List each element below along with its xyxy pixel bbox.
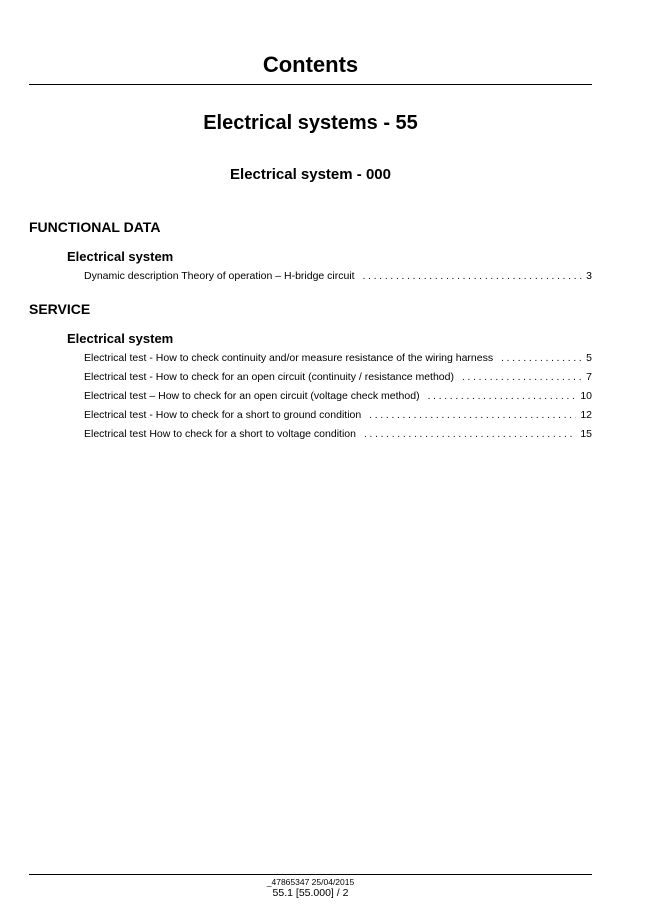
toc-list [29, 267, 592, 286]
toc-entry-page: 10 [580, 390, 592, 402]
footer-page-reference: 55.1 [55.000] / 2 [272, 887, 349, 899]
toc-entry-page: 15 [580, 428, 592, 440]
toc-entry[interactable] [84, 267, 592, 286]
toc-entry-text: Electrical test - How to check for an open circuit (continuity / resistance method) [84, 371, 454, 383]
chapter-title: Electrical systems - 55 [203, 112, 418, 134]
toc-entry-page: 12 [580, 409, 592, 421]
page-title: Contents [262, 52, 359, 77]
group-subheading: Electrical system [67, 249, 174, 264]
group-subheading: Electrical system [67, 331, 174, 346]
toc-entry-text: Electrical test How to check for a short to voltage condition [84, 428, 356, 440]
group-heading: SERVICE [29, 301, 91, 317]
toc-entry-page: 7 [586, 371, 592, 383]
toc-entry[interactable] [84, 368, 592, 387]
toc-entry-text: Electrical test - How to check continuity and/or measure resistance of the wiring harness [84, 352, 494, 364]
toc-list [29, 349, 592, 444]
toc-group-service [29, 301, 592, 444]
dot-leader [501, 349, 582, 368]
toc-entry-text: Electrical test – How to check for an open circuit (voltage check method) [84, 390, 420, 402]
toc-entry[interactable] [84, 387, 592, 406]
toc-entry-page: 3 [586, 270, 592, 282]
group-heading: FUNCTIONAL DATA [29, 219, 161, 235]
footer-divider [29, 874, 592, 875]
toc-entry[interactable] [84, 349, 592, 368]
dot-leader [428, 387, 577, 406]
dot-leader [369, 406, 576, 425]
dot-leader [364, 425, 576, 444]
toc-entry-text: Electrical test - How to check for a short to ground condition [84, 409, 362, 421]
toc-entry-text: Dynamic description Theory of operation – H-bridge circuit [84, 270, 355, 282]
title-divider [29, 84, 592, 85]
section-title: Electrical system - 000 [230, 166, 391, 183]
footer-document-info: _47865347 25/04/2015 [266, 877, 355, 887]
toc-entry[interactable] [84, 406, 592, 425]
dot-leader [462, 368, 582, 387]
toc-entry-page: 5 [586, 352, 592, 364]
toc-entry[interactable] [84, 425, 592, 444]
toc-group-functional-data [29, 219, 592, 286]
dot-leader [363, 267, 583, 286]
